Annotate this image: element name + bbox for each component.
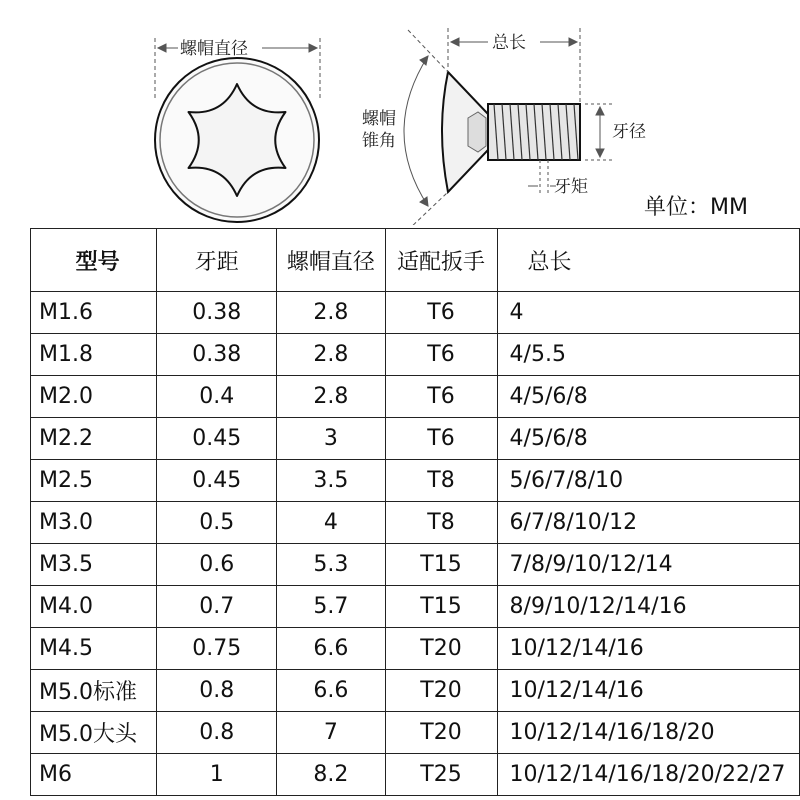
table-header-row bbox=[31, 229, 800, 292]
cell-head-diameter: 2.8 bbox=[277, 376, 385, 418]
unit-label: 单位：MM bbox=[644, 195, 748, 220]
cell-wrench: T20 bbox=[385, 670, 497, 712]
cell-total-length: 4/5/6/8 bbox=[497, 376, 799, 418]
table-row bbox=[31, 334, 800, 376]
cell-wrench: T15 bbox=[385, 586, 497, 628]
cell-head-diameter: 5.7 bbox=[277, 586, 385, 628]
cell-wrench: T15 bbox=[385, 544, 497, 586]
cell-head-diameter: 7 bbox=[277, 712, 385, 754]
cell-head-diameter: 3 bbox=[277, 418, 385, 460]
cell-pitch: 0.7 bbox=[157, 586, 277, 628]
cell-model: M5.0大头 bbox=[31, 712, 157, 754]
cell-head-diameter: 4 bbox=[277, 502, 385, 544]
cell-wrench: T20 bbox=[385, 628, 497, 670]
cell-total-length: 4/5/6/8 bbox=[497, 418, 799, 460]
cell-model: M2.0 bbox=[31, 376, 157, 418]
cell-wrench: T8 bbox=[385, 460, 497, 502]
cell-head-diameter: 5.3 bbox=[277, 544, 385, 586]
cell-head-diameter: 8.2 bbox=[277, 754, 385, 796]
cell-head-diameter: 2.8 bbox=[277, 334, 385, 376]
cell-pitch: 1 bbox=[157, 754, 277, 796]
cell-pitch: 0.4 bbox=[157, 376, 277, 418]
cell-model: M1.6 bbox=[31, 292, 157, 334]
head-diameter-label: 螺帽直径 bbox=[180, 39, 248, 59]
cell-total-length: 10/12/14/16/18/20/22/27 bbox=[497, 754, 799, 796]
cell-model: M5.0标准 bbox=[31, 670, 157, 712]
total-length-label: 总长 bbox=[492, 33, 526, 53]
torx-star-icon bbox=[155, 58, 319, 222]
cell-total-length: 10/12/14/16 bbox=[497, 628, 799, 670]
table-row bbox=[31, 628, 800, 670]
cell-head-diameter: 2.8 bbox=[277, 292, 385, 334]
cell-wrench: T6 bbox=[385, 334, 497, 376]
cell-wrench: T6 bbox=[385, 376, 497, 418]
cell-wrench: T25 bbox=[385, 754, 497, 796]
table-row bbox=[31, 754, 800, 796]
table-row bbox=[31, 502, 800, 544]
screw-side-view bbox=[442, 72, 580, 192]
table-row bbox=[31, 460, 800, 502]
cell-total-length: 7/8/9/10/12/14 bbox=[497, 544, 799, 586]
cell-total-length: 10/12/14/16 bbox=[497, 670, 799, 712]
cell-pitch: 0.6 bbox=[157, 544, 277, 586]
head-angle-label-1: 螺帽 bbox=[362, 109, 396, 129]
pitch-dimension bbox=[528, 160, 556, 196]
cell-model: M6 bbox=[31, 754, 157, 796]
cell-total-length: 8/9/10/12/14/16 bbox=[497, 586, 799, 628]
cell-model: M2.2 bbox=[31, 418, 157, 460]
cell-head-diameter: 3.5 bbox=[277, 460, 385, 502]
cell-total-length: 4/5.5 bbox=[497, 334, 799, 376]
cell-wrench: T20 bbox=[385, 712, 497, 754]
cell-pitch: 0.45 bbox=[157, 460, 277, 502]
table-row bbox=[31, 712, 800, 754]
cell-head-diameter: 6.6 bbox=[277, 670, 385, 712]
cell-model: M4.5 bbox=[31, 628, 157, 670]
cell-model: M2.5 bbox=[31, 460, 157, 502]
cell-model: M1.8 bbox=[31, 334, 157, 376]
cell-total-length: 6/7/8/10/12 bbox=[497, 502, 799, 544]
thread-diameter-dimension bbox=[585, 104, 612, 160]
table-row bbox=[31, 586, 800, 628]
table-row bbox=[31, 292, 800, 334]
table-row bbox=[31, 670, 800, 712]
cell-model: M3.0 bbox=[31, 502, 157, 544]
header-total-length: 总长 bbox=[497, 229, 799, 292]
cell-pitch: 0.38 bbox=[157, 334, 277, 376]
header-model: 型号 bbox=[31, 229, 157, 292]
cell-model: M3.5 bbox=[31, 544, 157, 586]
header-head-diameter: 螺帽直径 bbox=[277, 229, 385, 292]
header-pitch: 牙距 bbox=[157, 229, 277, 292]
cell-model: M4.0 bbox=[31, 586, 157, 628]
cell-wrench: T8 bbox=[385, 502, 497, 544]
pitch-label: 牙矩 bbox=[554, 177, 588, 197]
cell-pitch: 0.75 bbox=[157, 628, 277, 670]
cell-total-length: 10/12/14/16/18/20 bbox=[497, 712, 799, 754]
thread-diameter-label: 牙径 bbox=[612, 122, 646, 142]
cell-wrench: T6 bbox=[385, 292, 497, 334]
head-angle-label-2: 锥角 bbox=[362, 131, 396, 151]
table-row bbox=[31, 376, 800, 418]
table-row bbox=[31, 418, 800, 460]
cell-pitch: 0.5 bbox=[157, 502, 277, 544]
header-wrench: 适配扳手 bbox=[385, 229, 497, 292]
cell-head-diameter: 6.6 bbox=[277, 628, 385, 670]
cell-pitch: 0.38 bbox=[157, 292, 277, 334]
cell-pitch: 0.8 bbox=[157, 712, 277, 754]
cell-total-length: 5/6/7/8/10 bbox=[497, 460, 799, 502]
cell-pitch: 0.45 bbox=[157, 418, 277, 460]
cell-pitch: 0.8 bbox=[157, 670, 277, 712]
cell-wrench: T6 bbox=[385, 418, 497, 460]
cell-total-length: 4 bbox=[497, 292, 799, 334]
spec-table bbox=[30, 228, 800, 796]
table-row bbox=[31, 544, 800, 586]
